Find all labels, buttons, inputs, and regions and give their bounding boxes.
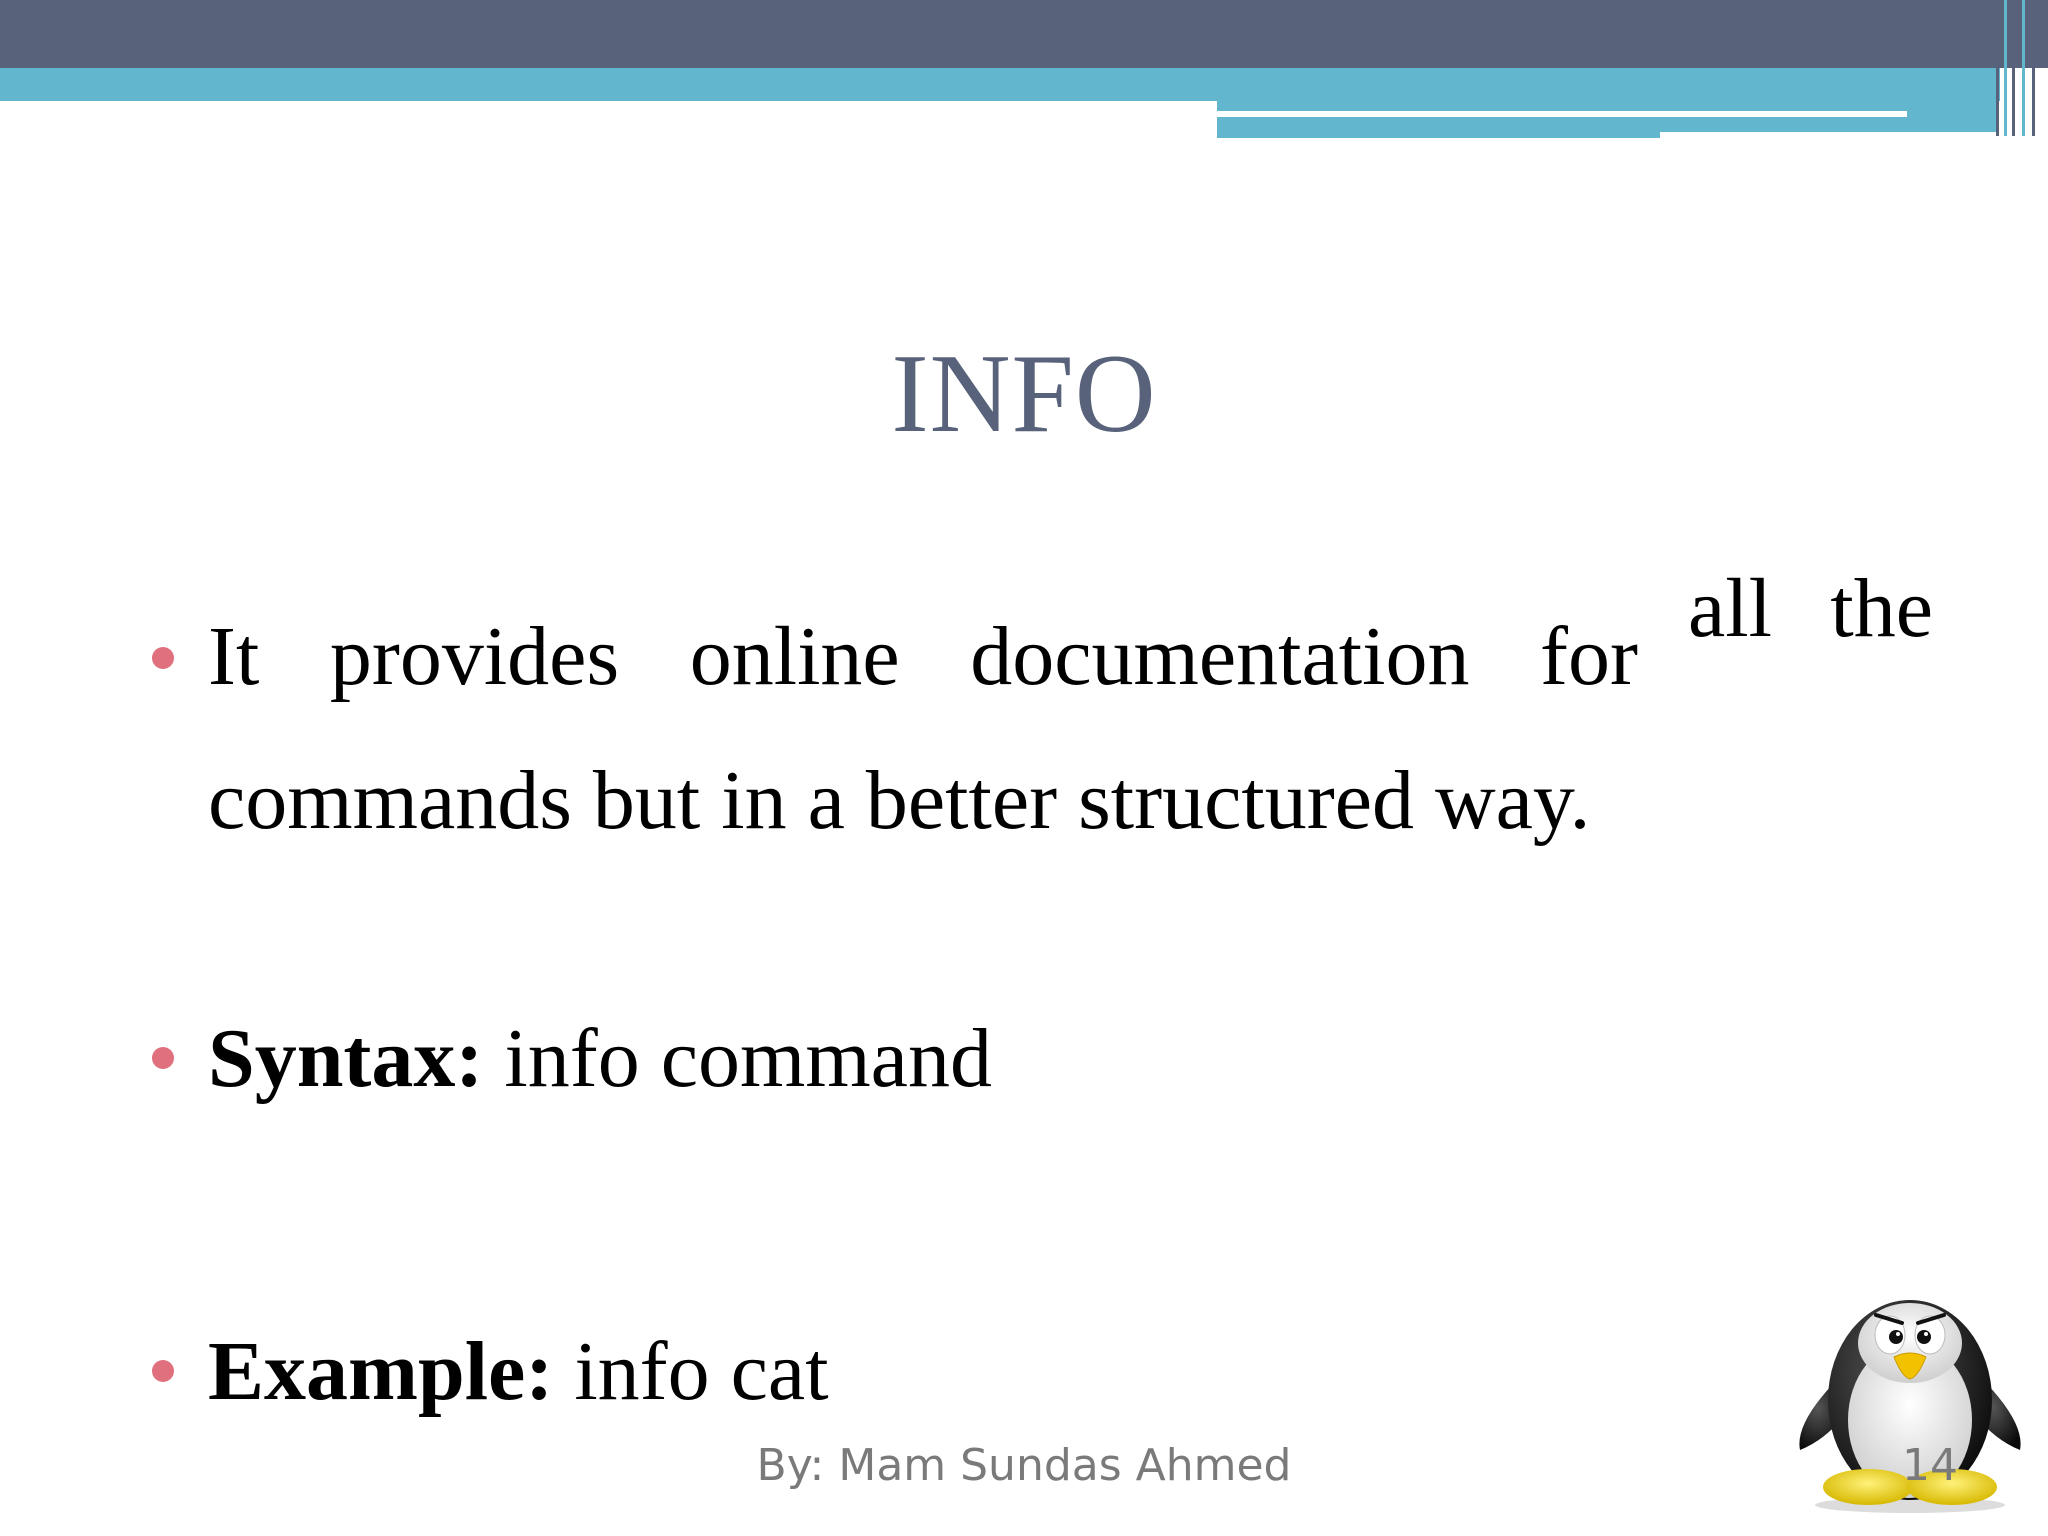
bullet-1-line-1-tail xyxy=(1688,560,1933,657)
word: all xyxy=(1688,562,1772,655)
syntax-label: Syntax: xyxy=(208,1012,484,1105)
bullet-syntax xyxy=(208,1010,992,1107)
word: online xyxy=(689,610,900,703)
bullet-dot xyxy=(152,647,174,669)
slide-title: INFO xyxy=(891,332,1157,456)
footer-author: By: Mam Sundas Ahmed xyxy=(756,1440,1292,1491)
example-label: Example: xyxy=(208,1325,554,1418)
word: It xyxy=(208,610,260,703)
bullet-1-line-1 xyxy=(208,608,1638,705)
page-number: 14 xyxy=(1902,1440,1958,1491)
syntax-text: info command xyxy=(483,1012,992,1105)
bullet-dot xyxy=(152,1360,174,1382)
bullet-example xyxy=(208,1323,829,1420)
word: provides xyxy=(329,610,620,703)
word: documentation xyxy=(970,610,1470,703)
example-text: info cat xyxy=(553,1325,829,1418)
bullet-1-line-2: commands but in a better structured way. xyxy=(208,754,1591,847)
word: for xyxy=(1540,610,1638,703)
bullet-dot xyxy=(152,1047,174,1069)
word: the xyxy=(1830,562,1933,655)
